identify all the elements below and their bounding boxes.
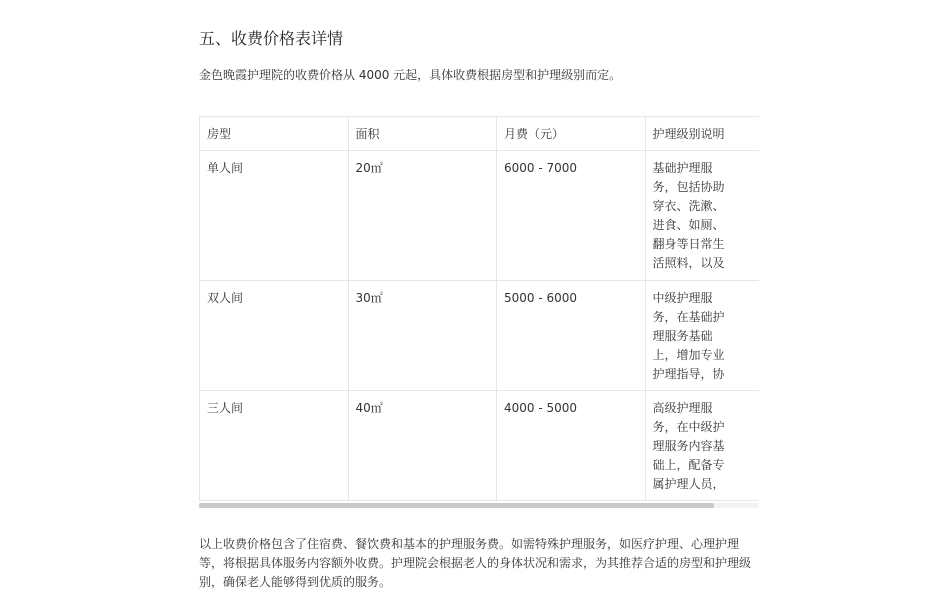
cell-care-level [645, 391, 759, 501]
cell-area: 40㎡ [348, 391, 497, 501]
header-care-level-text: 护理级别说明 [652, 127, 725, 141]
cell-monthly-fee: 4000 - 5000 [497, 391, 646, 501]
table-row [200, 281, 760, 391]
header-monthly-fee: 月费（元） [497, 117, 646, 151]
price-table [199, 116, 759, 501]
section-title: 五、收费价格表详情 [199, 29, 344, 48]
header-area: 面积 [348, 117, 497, 151]
cell-care-level [645, 151, 759, 281]
header-care-level [645, 117, 759, 151]
cell-room-type: 三人间 [200, 391, 349, 501]
cell-monthly-fee: 6000 - 7000 [497, 151, 646, 281]
cell-room-type: 双人间 [200, 281, 349, 391]
intro-paragraph: 金色晚霞护理院的收费价格从 4000 元起，具体收费根据房型和护理级别而定。 [199, 68, 622, 82]
cell-monthly-fee: 5000 - 6000 [497, 281, 646, 391]
table-row [200, 391, 760, 501]
cell-care-level-text: 高级护理服务，在中级护理服务内容基础上，配备专属护理人员， [652, 401, 725, 491]
table-horizontal-scrollbar[interactable] [199, 503, 759, 508]
scrollbar-thumb[interactable] [199, 503, 714, 508]
cell-care-level-text: 基础护理服务，包括协助穿衣、洗漱、进食、如厕、翻身等日常生活照料，以及 [652, 161, 725, 270]
footer-paragraph: 以上收费价格包含了住宿费、餐饮费和基本的护理服务费。如需特殊护理服务，如医疗护理、心理护理等，将根据具体服务内容额外收费。护理院会根据老人的身体状况和需求，为其推荐合适的房型和护理级别，确保老人能够得到优质的服务。 [199, 537, 752, 589]
cell-care-level [645, 281, 759, 391]
cell-area: 30㎡ [348, 281, 497, 391]
table-row [200, 151, 760, 281]
header-room-type: 房型 [200, 117, 349, 151]
cell-area: 20㎡ [348, 151, 497, 281]
cell-care-level-text: 中级护理服务，在基础护理服务基础上，增加专业护理指导，协 [652, 291, 725, 381]
price-table-container[interactable] [199, 116, 759, 503]
table-header-row [200, 117, 760, 151]
cell-room-type: 单人间 [200, 151, 349, 281]
